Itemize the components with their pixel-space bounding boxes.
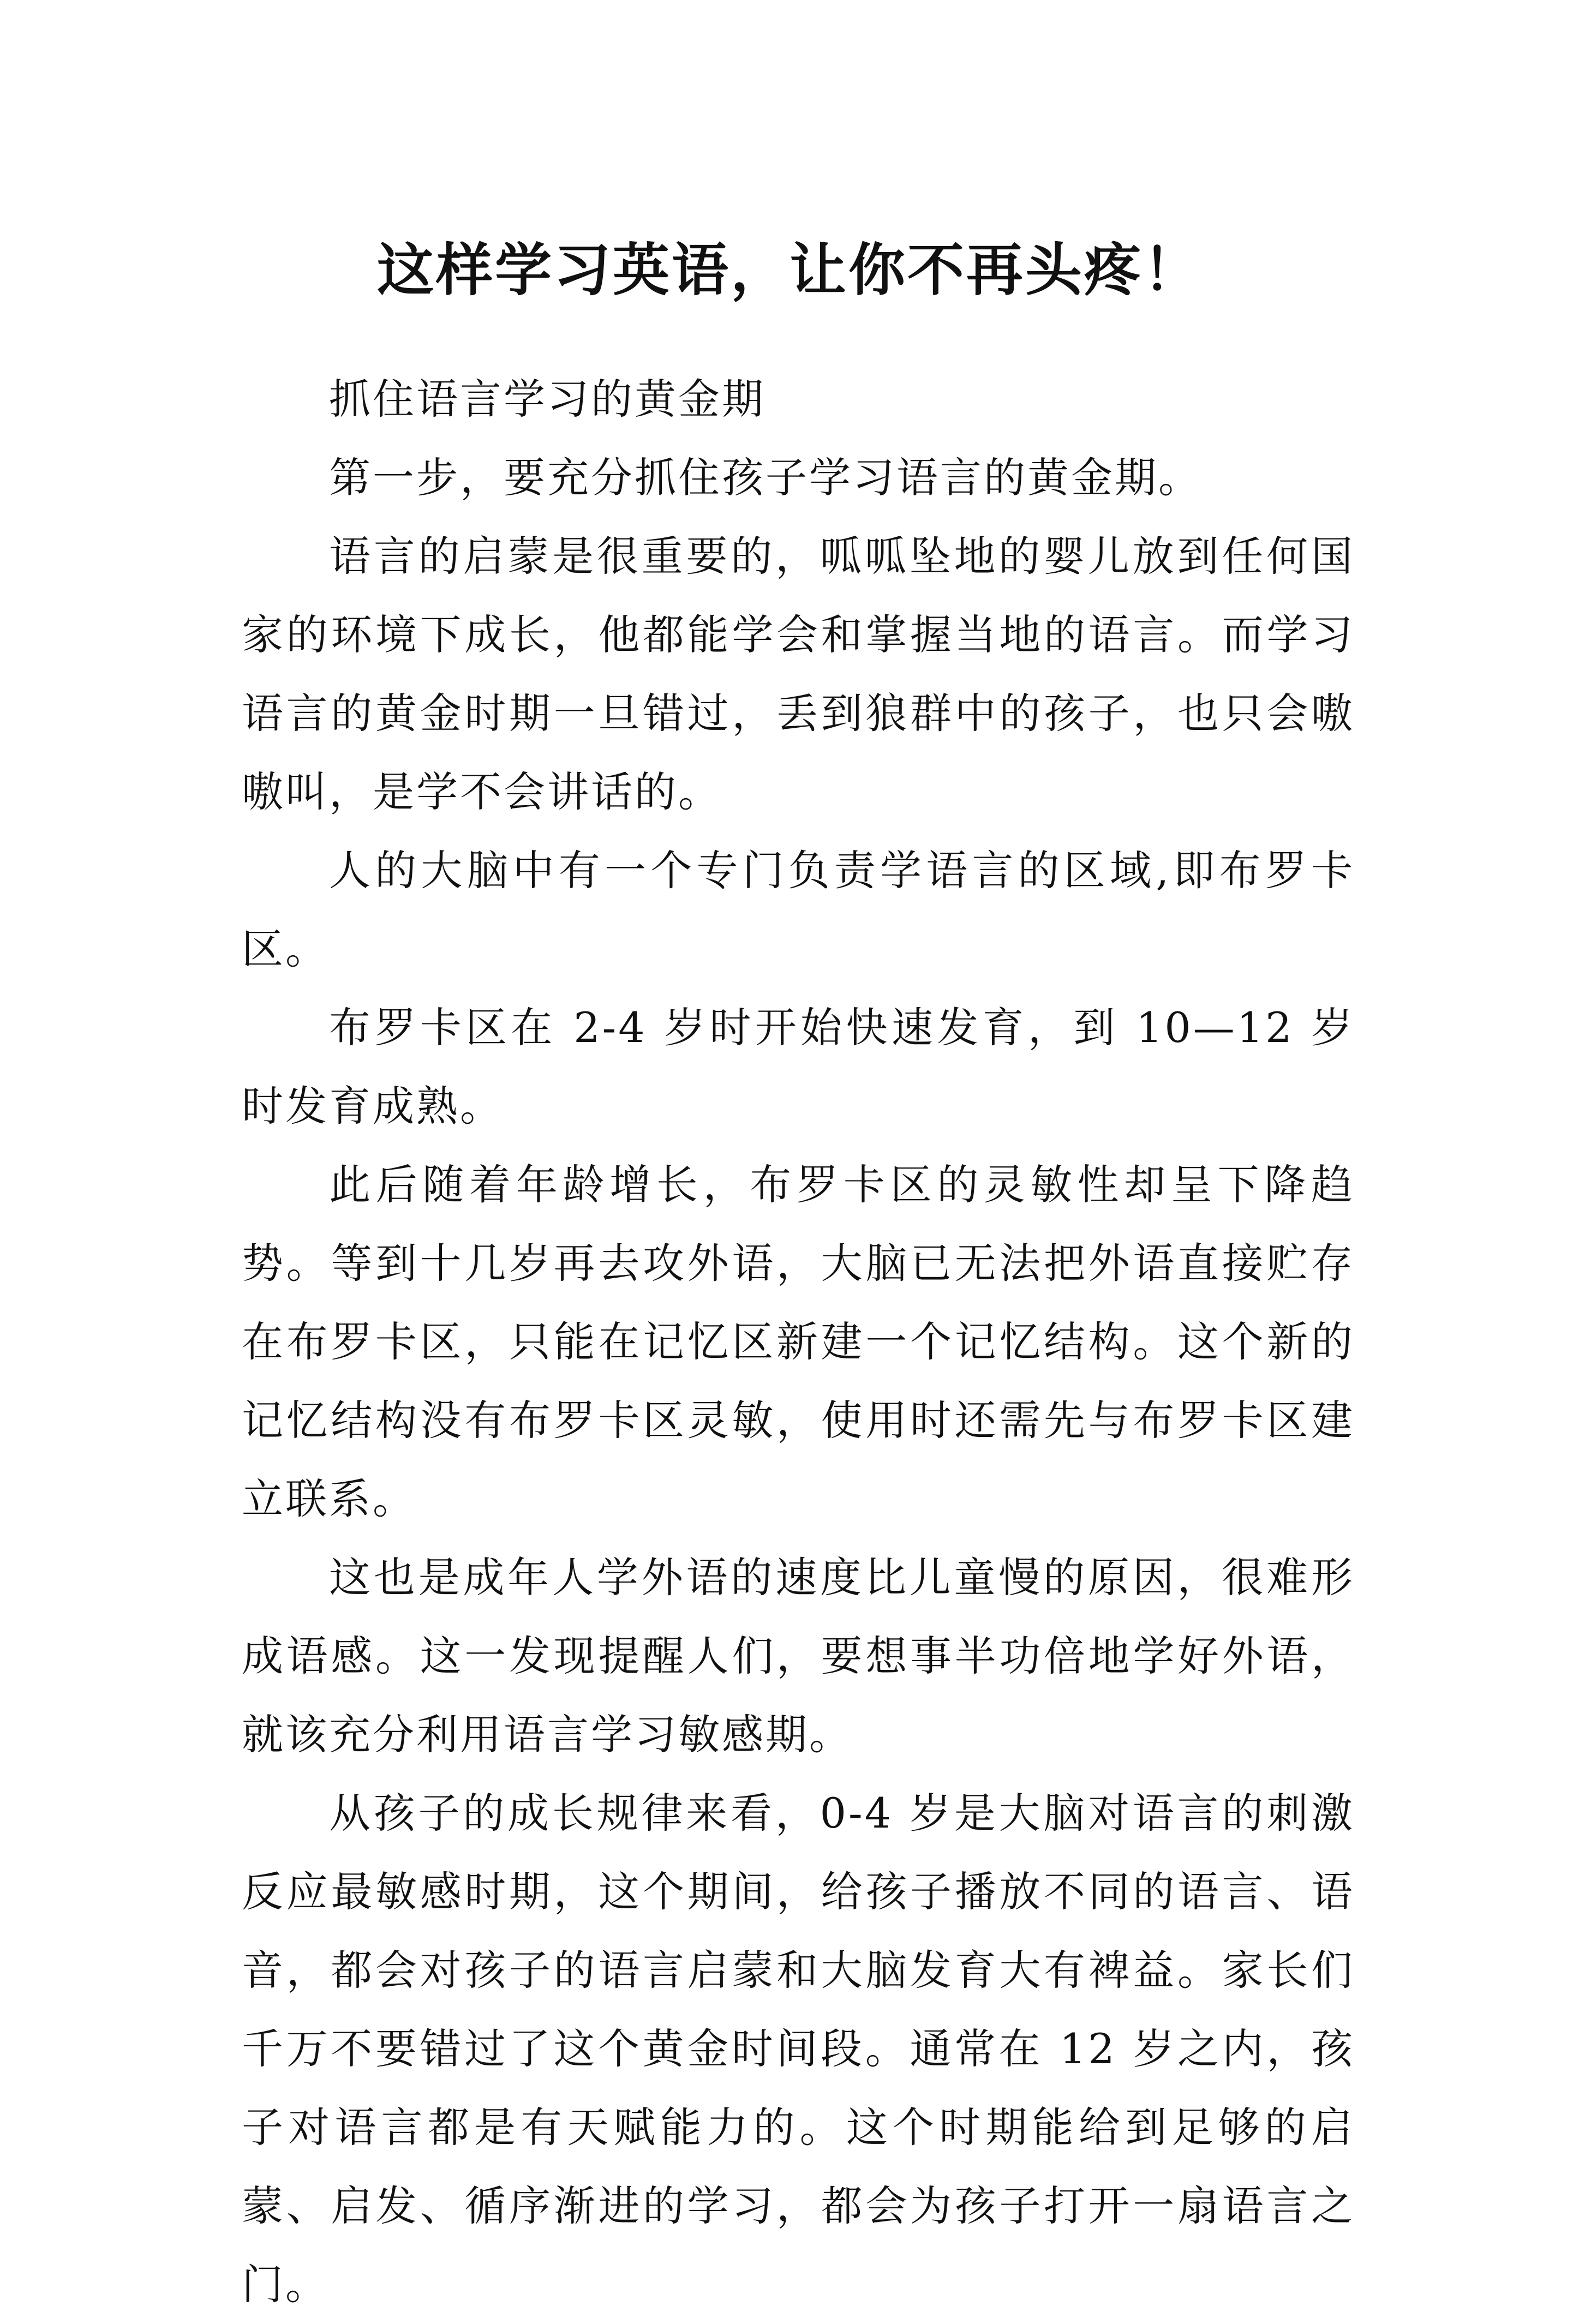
paragraph-heading: 抓住语言学习的黄金期 — [329, 375, 765, 423]
document-body — [242, 360, 1355, 2324]
paragraph: 布罗卡区在 2-4 岁时开始快速发育，到 10—12 岁时发育成熟。 — [242, 1003, 1355, 1130]
paragraph: 语言的启蒙是很重要的，呱呱坠地的婴儿放到任何国家的环境下成长，他都能学会和掌握当地的语言。而学习语言的黄金时期一旦错过，丢到狼群中的孩子，也只会嗷嗷叫，是学不会讲话的。 — [242, 532, 1355, 816]
document-title: 这样学习英语，让你不再头疼！ — [376, 236, 1202, 303]
paragraph: 人的大脑中有一个专门负责学语言的区域,即布罗卡区。 — [242, 846, 1355, 973]
paragraph: 从孩子的成长规律来看，0-4 岁是大脑对语言的刺激反应最敏感时期，这个期间，给孩子播放不同的语言、语音，都会对孩子的语言启蒙和大脑发育大有裨益。家长们千万不要错过了这个黄金时间段。通常在 12 岁之内，孩子对语言都是有天赋能力的。这个时期能给到足够的启蒙、启发、循序渐进的学习，都会为孩子打开一扇语言之门。 — [242, 1789, 1355, 2309]
paragraph: 第一步，要充分抓住孩子学习语言的黄金期。 — [329, 453, 1202, 502]
paragraph: 此后随着年龄增长，布罗卡区的灵敏性却呈下降趋势。等到十几岁再去攻外语，大脑已无法把外语直接贮存在布罗卡区，只能在记忆区新建一个记忆结构。这个新的记忆结构没有布罗卡区灵敏，使用时还需先与布罗卡区建立联系。 — [242, 1160, 1355, 1523]
paragraph: 这也是成年人学外语的速度比儿童慢的原因，很难形成语感。这一发现提醒人们，要想事半功倍地学好外语，就该充分利用语言学习敏感期。 — [242, 1553, 1355, 1759]
